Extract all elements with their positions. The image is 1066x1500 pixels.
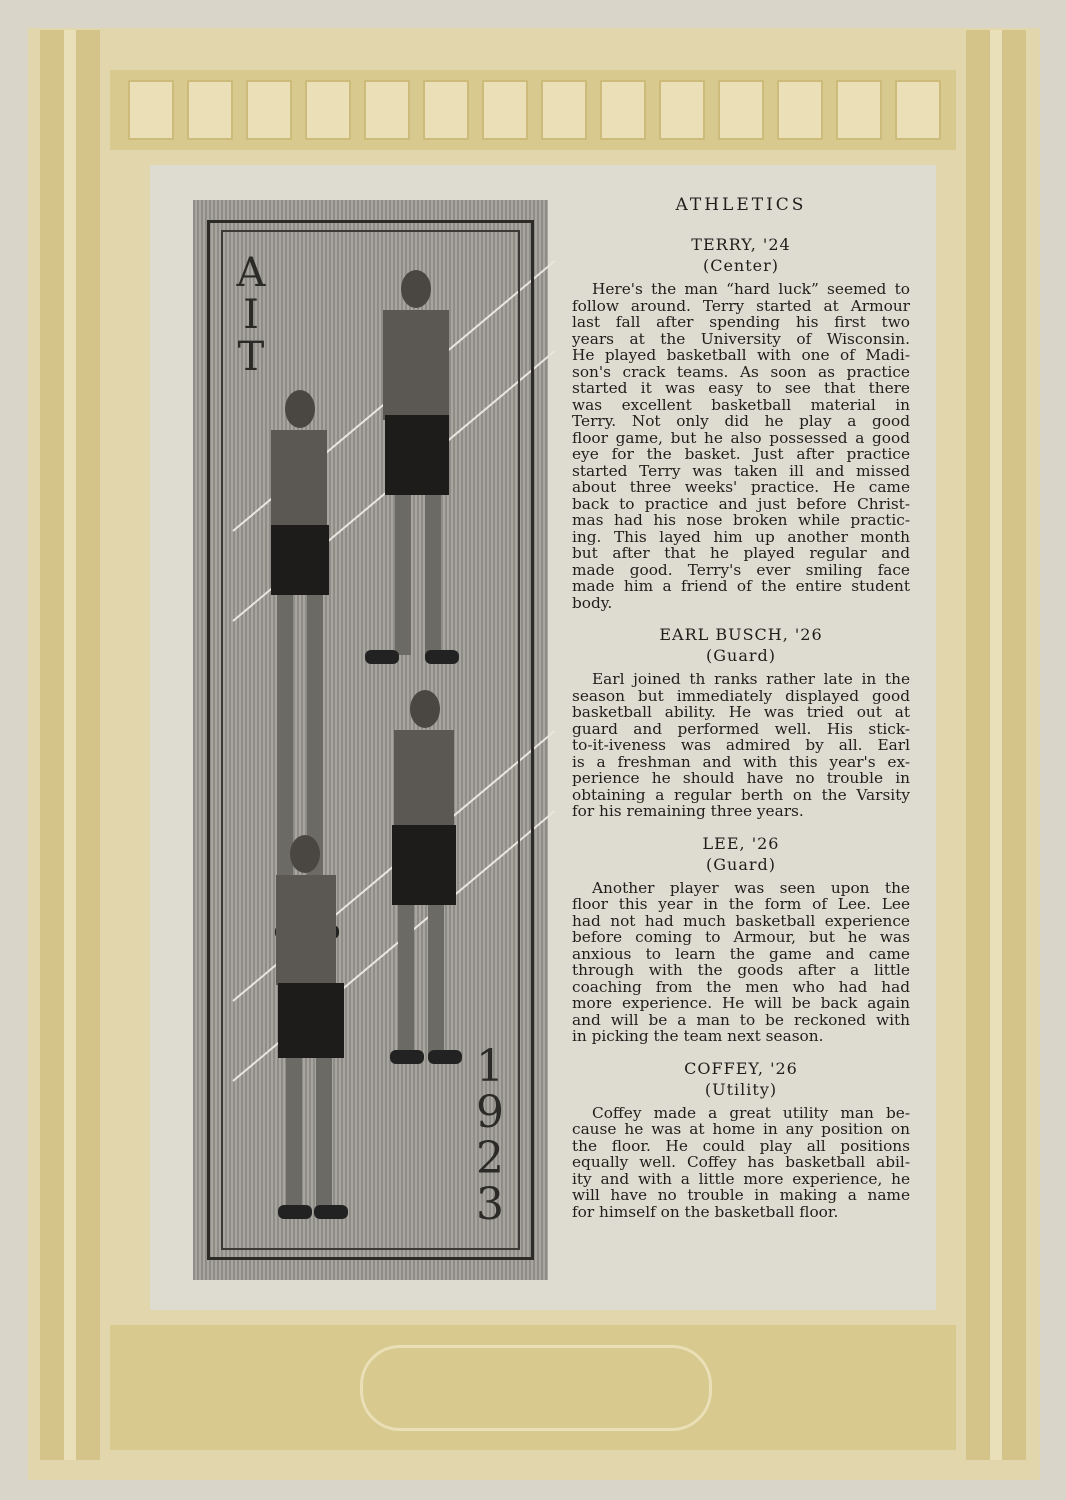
- player-position: (Utility): [704, 1079, 778, 1099]
- paragraph-line: made good. Terry's ever smiling face: [572, 560, 910, 579]
- paragraph-line: was excellent basketball material in: [572, 395, 910, 414]
- paragraph-line: through with the goods after a little: [572, 961, 910, 979]
- paragraph-line: the floor. He could play all positions: [572, 1136, 910, 1155]
- paragraph-line: had not had much basketball experience: [572, 911, 910, 930]
- paragraph-line: is a freshman and with this year's ex-: [572, 752, 910, 771]
- paragraph-line: ity and with a little more experience, he: [572, 1169, 910, 1188]
- paragraph-line: Terry. Not only did he play a good: [572, 412, 910, 430]
- paragraph-line: for himself on the basketball floor.: [572, 1202, 839, 1221]
- paragraph-line: He played basketball with one of Madi-: [572, 346, 910, 364]
- player-name: TERRY, '24: [691, 235, 791, 254]
- top-frieze-ornament: [110, 70, 956, 150]
- paragraph-line: in picking the team next season.: [572, 1027, 824, 1045]
- paragraph-line: body.: [572, 593, 613, 612]
- paragraph-line: made him a friend of the entire student: [572, 577, 910, 595]
- year-lettering: 1 9 2 3: [476, 1041, 504, 1230]
- player-name: LEE, '26: [702, 833, 780, 853]
- player-name: EARL BUSCH, '26: [659, 625, 823, 644]
- paragraph-line: about three weeks' practice. He came: [572, 478, 910, 496]
- paragraph-line: cause he was at home in any position on: [572, 1120, 910, 1138]
- paragraph-line: perience he should have no trouble in: [572, 769, 910, 787]
- player-section: [572, 1059, 910, 1221]
- paragraph-line: basketball ability. He was tried out at: [572, 703, 910, 721]
- paragraph-line: equally well. Coffey has basketball abil-: [572, 1153, 910, 1171]
- article: [572, 195, 910, 1234]
- paragraph-line: for his remaining three years.: [572, 802, 804, 820]
- paragraph-line: son's crack teams. As soon as practice: [572, 362, 910, 381]
- paragraph-line: Earl joined th ranks rather late in the: [592, 670, 910, 688]
- paragraph-line: guard and performed well. His stick-: [572, 719, 910, 738]
- page-title: ATHLETICS: [675, 195, 807, 215]
- player-position: (Guard): [706, 854, 776, 874]
- paragraph-line: ing. This layed him up another month: [572, 527, 910, 546]
- player-position: (Center): [702, 256, 780, 275]
- player-section: [572, 834, 910, 1045]
- paragraph-line: floor game, but he also possessed a good: [572, 428, 910, 447]
- paragraph-line: years at the University of Wisconsin.: [572, 329, 910, 348]
- paragraph-line: before coming to Armour, but he was: [572, 928, 910, 946]
- paragraph-line: but after that he played regular and: [572, 544, 910, 562]
- paragraph-line: anxious to learn the game and came: [572, 944, 910, 963]
- paragraph-line: Coffey made a great utility man be-: [592, 1103, 910, 1122]
- left-pillar-ornament: [40, 30, 100, 1460]
- paragraph-line: season but immediately displayed good: [572, 686, 910, 705]
- paragraph-line: started Terry was taken ill and missed: [572, 461, 910, 480]
- player-section: [572, 625, 910, 820]
- ait-lettering: A I T: [236, 250, 266, 380]
- paragraph-line: follow around. Terry started at Armour: [572, 296, 910, 315]
- paragraph-line: more experience. He will be back again: [572, 994, 910, 1012]
- team-photo: [193, 200, 548, 1280]
- paragraph-line: obtaining a regular berth on the Varsity: [572, 785, 910, 804]
- paragraph-line: coaching from the men who had had: [572, 977, 910, 996]
- paragraph-line: floor this year in the form of Lee. Lee: [572, 895, 910, 913]
- bottom-frieze-ornament: [110, 1325, 956, 1450]
- right-pillar-ornament: [966, 30, 1026, 1460]
- paragraph-line: to-it-iveness was admired by all. Earl: [572, 736, 910, 754]
- player-position: (Guard): [706, 646, 776, 665]
- paragraph-line: Another player was seen upon the: [592, 878, 910, 897]
- paragraph-line: will have no trouble in making a name: [572, 1186, 910, 1204]
- paragraph-line: Here's the man “hard luck” seemed to: [592, 280, 910, 298]
- paragraph-line: mas had his nose broken while practic-: [572, 511, 910, 529]
- paragraph-line: last fall after spending his first two: [572, 313, 910, 331]
- player-section: [572, 235, 910, 611]
- paragraph-line: and will be a man to be reckoned with: [572, 1010, 910, 1029]
- paragraph-line: eye for the basket. Just after practice: [572, 445, 910, 463]
- paragraph-line: back to practice and just before Christ-: [572, 494, 910, 513]
- paragraph-line: started it was easy to see that there: [572, 379, 910, 397]
- player-name: COFFEY, '26: [684, 1058, 798, 1078]
